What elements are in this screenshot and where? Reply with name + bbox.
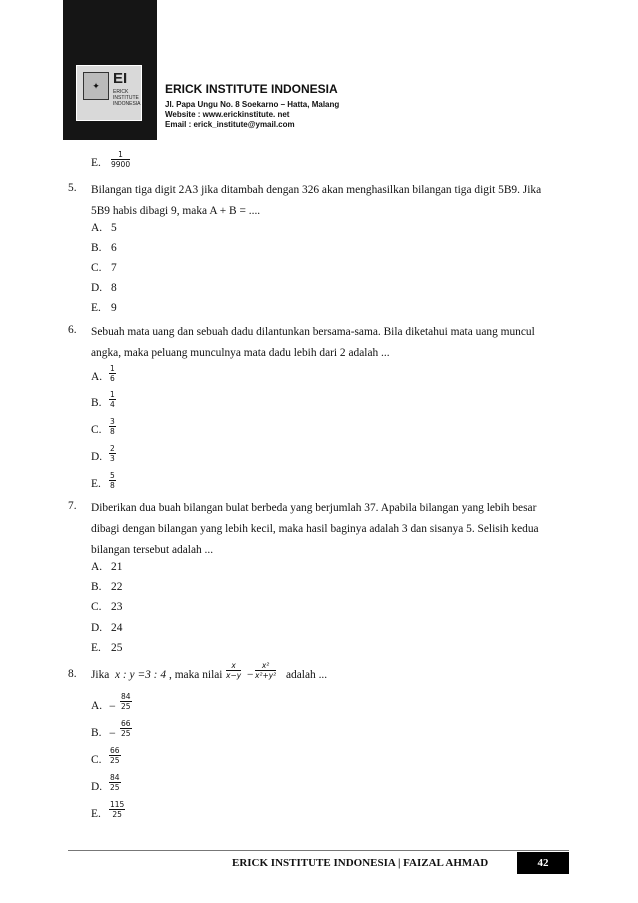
option-value: 8 [111,282,117,294]
fraction-denominator: x−y [226,671,242,680]
question-line: 5B9 habis dibagi 9, maka A + B = .... [91,205,261,217]
fraction-denominator: 6 [110,374,115,383]
institution-name: ERICK INSTITUTE INDONESIA [165,82,338,96]
question-number: 8. [68,668,77,680]
fraction-numerator: 3 [110,417,115,426]
option-value: 7 [111,262,117,274]
fraction-numerator: 5 [110,471,115,480]
option-label: B. [91,581,102,593]
question-line: dibagi dengan bilangan yang lebih kecil, maka hasil baginya adalah 3 dan sisanya 5. Selisih kedua [91,523,539,535]
option-label: C. [91,754,102,766]
option-label: A. [91,700,103,712]
emblem-icon: ✦ [83,72,109,100]
footer-text: ERICK INSTITUTE INDONESIA | FAIZAL AHMAD [232,857,489,869]
question-number: 5. [68,182,77,194]
logo-subtitle: ERICK INSTITUTE INDONESIA [113,89,141,107]
fraction-numerator: 66 [121,719,131,728]
option-label: A. [91,561,103,573]
fraction-denominator: 25 [110,783,120,792]
option-label: C. [91,262,102,274]
option-value: 25 [111,642,123,654]
question-line: Sebuah mata uang dan sebuah dadu dilantunkan bersama-sama. Bila diketahui mata uang muncul [91,326,535,338]
option-sign: − [109,699,116,713]
option-label: A. [91,371,103,383]
option-label: B. [91,397,102,409]
option-label: D. [91,781,103,793]
option-fraction [109,417,116,436]
fraction-numerator: 84 [121,692,131,701]
institution-email: Email : erick_institute@ymail.com [165,120,295,129]
option-label: C. [91,601,102,613]
fraction-numerator: 1 [111,150,130,160]
option-label: B. [91,242,102,254]
option-fraction [120,719,132,738]
fraction-denominator: 3 [110,454,115,463]
option-value: 9 [111,302,117,314]
option-fraction [109,390,116,409]
fraction-numerator: 1 [110,390,115,399]
institution-website: Website : www.erickinstitute. net [165,110,290,119]
fraction-denominator: 8 [110,427,115,436]
option-value: 21 [111,561,123,573]
fraction-denominator: 25 [121,702,131,711]
fraction-numerator: 84 [110,773,120,782]
question-text [91,322,569,364]
question-line: Bilangan tiga digit 2A3 jika ditambah dengan 326 akan menghasilkan bilangan tiga digit 5B9. Jika [91,184,542,196]
question-text [91,180,569,222]
prev-option-fraction [111,150,130,169]
option-fraction [120,692,132,711]
fraction-denominator: 8 [110,481,115,490]
option-fraction [109,471,116,490]
footer-divider [68,850,569,851]
option-sign: − [109,726,116,740]
institute-logo [76,65,142,121]
fraction-denominator: x²+y² [255,671,277,680]
option-label: E. [91,302,101,314]
fraction-numerator: 1 [110,364,115,373]
fraction-numerator: 115 [110,800,125,809]
fraction-numerator: x² [255,661,276,671]
fraction-denominator: 25 [110,756,120,765]
fraction-denominator: 9900 [111,160,131,169]
fraction-numerator: 66 [110,746,120,755]
option-value: 5 [111,222,117,234]
option-value: 24 [111,622,123,634]
question-number: 6. [68,324,77,336]
fraction-numerator: 2 [110,444,115,453]
q8-fraction-2 [255,661,276,680]
question-number: 7. [68,500,77,512]
q8-suffix: adalah ... [286,669,328,681]
option-label: D. [91,622,103,634]
question-text [91,498,569,561]
option-value: 6 [111,242,117,254]
option-value: 23 [111,601,123,613]
page-number: 42 [517,852,569,874]
q8-fraction-1 [226,661,241,680]
q8-prefix: Jika [91,669,110,681]
option-label: E. [91,642,101,654]
option-label: A. [91,222,103,234]
institution-address: Jl. Papa Ungu No. 8 Soekarno – Hatta, Malang [165,100,340,109]
logo-initials: EI [113,70,128,87]
option-label: B. [91,727,102,739]
fraction-denominator: 4 [110,400,115,409]
q8-mid: , maka nilai [169,669,223,681]
option-value: 22 [111,581,123,593]
question-line: Diberikan dua buah bilangan bulat berbeda yang berjumlah 37. Apabila bilangan yang lebih besar [91,502,537,514]
q8-minus: − [247,669,254,681]
option-label: C. [91,424,102,436]
fraction-denominator: 25 [121,729,131,738]
option-label: E. [91,808,101,820]
question-line: bilangan tersebut adalah ... [91,544,214,556]
fraction-denominator: 25 [112,810,122,819]
prev-option-label: E. [91,157,101,169]
question-line: angka, maka peluang munculnya mata dadu lebih dari 2 adalah ... [91,347,390,359]
option-fraction [109,746,121,765]
option-label: D. [91,451,103,463]
option-fraction [109,800,125,819]
option-fraction [109,364,116,383]
option-fraction [109,444,116,463]
option-label: D. [91,282,103,294]
option-fraction [109,773,121,792]
option-label: E. [91,478,101,490]
q8-ratio: x : y =3 : 4 [115,669,167,681]
fraction-numerator: x [226,661,241,671]
